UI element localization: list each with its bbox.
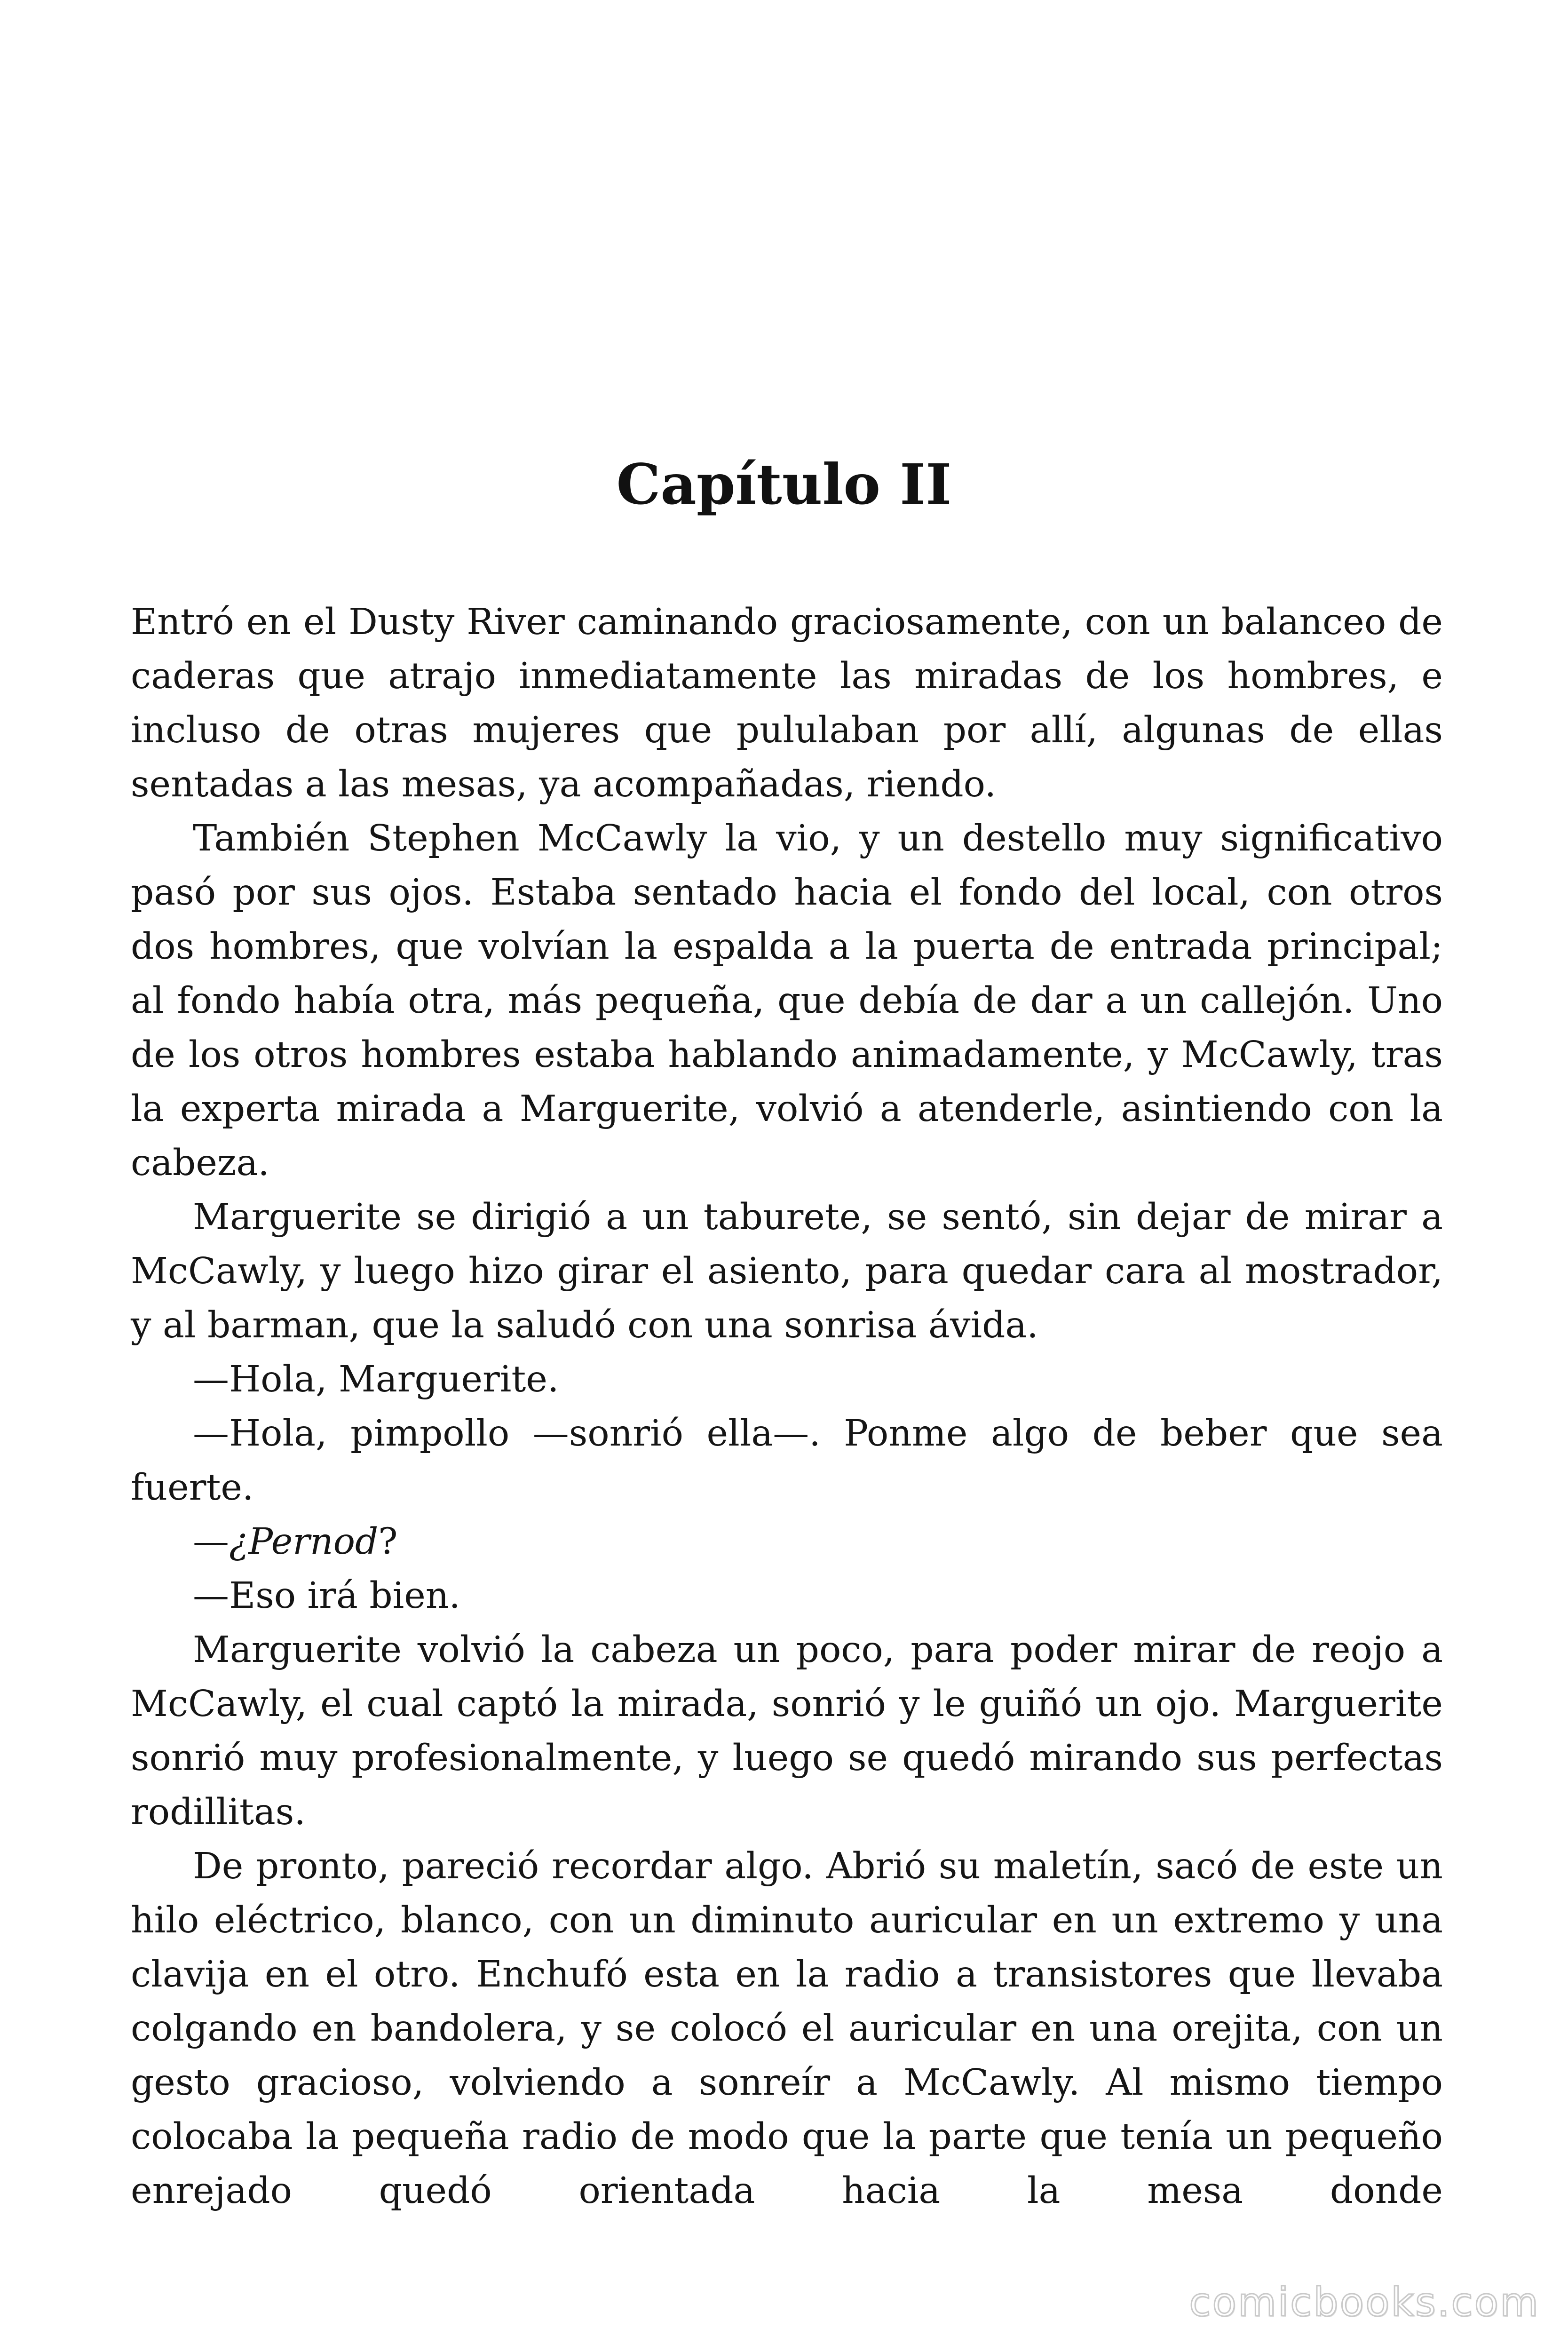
- paragraph: Marguerite se dirigió a un taburete, se sentó, sin dejar de mirar a McCawly, y luego hizo girar el asiento, para quedar cara al mostrador, y al barman, que la saludó con una sonrisa ávida.: [131, 1196, 1443, 1346]
- dialogue-dash: —: [193, 1521, 229, 1563]
- question-mark: ?: [378, 1521, 398, 1563]
- dialogue-line: —Eso irá bien.: [193, 1575, 460, 1617]
- dialogue-line: [131, 1515, 1443, 1569]
- paragraph: También Stephen McCawly la vio, y un destello muy significativo pasó por sus ojos. Estaba sentado hacia el fondo del local, con otros dos hombres, que volvían la espalda a la puerta de entrada principal; al fondo había otra, más pequeña, que debía de dar a un callejón. Uno de los otros hombres estaba hablando animadamente, y McCawly, tras la experta mirada a Marguerite, volvió a atenderle, asintiendo con la cabeza.: [131, 818, 1443, 1184]
- dialogue-line: —Hola, Marguerite.: [193, 1359, 559, 1400]
- italic-word: ¿Pernod: [229, 1521, 379, 1563]
- paragraph: Marguerite volvió la cabeza un poco, para poder mirar de reojo a McCawly, el cual captó la mirada, sonrió y le guiñó un ojo. Marguerite sonrió muy profesionalmente, y luego se quedó mirando sus perfectas rodillitas.: [131, 1629, 1443, 1833]
- paragraph: De pronto, pareció recordar algo. Abrió su maletín, sacó de este un hilo eléctrico, blanco, con un diminuto auricular en un extremo y una clavija en el otro. Enchufó esta en la radio a transistores que llevaba colgando en bandolera, y se colocó el auricular en una orejita, con un gesto gracioso, volviendo a sonreír a McCawly. Al mismo tiempo colocaba la pequeña radio de modo que la parte que tenía un pequeño enrejado quedó orientada hacia la mesa donde: [131, 1845, 1443, 2212]
- paragraph: Entró en el Dusty River caminando graciosamente, con un balanceo de caderas que atrajo inmediatamente las miradas de los hombres, e incluso de otras mujeres que pululaban por allí, algunas de ellas sentadas a las mesas, ya acompañadas, riendo.: [131, 601, 1443, 805]
- chapter-title: Capítulo II: [616, 452, 952, 517]
- watermark: comicbooks.com: [1189, 2279, 1540, 2325]
- dialogue-line: —Hola, pimpollo —sonrió ella—. Ponme algo de beber que sea fuerte.: [131, 1413, 1443, 1509]
- chapter-body: [131, 595, 1443, 2218]
